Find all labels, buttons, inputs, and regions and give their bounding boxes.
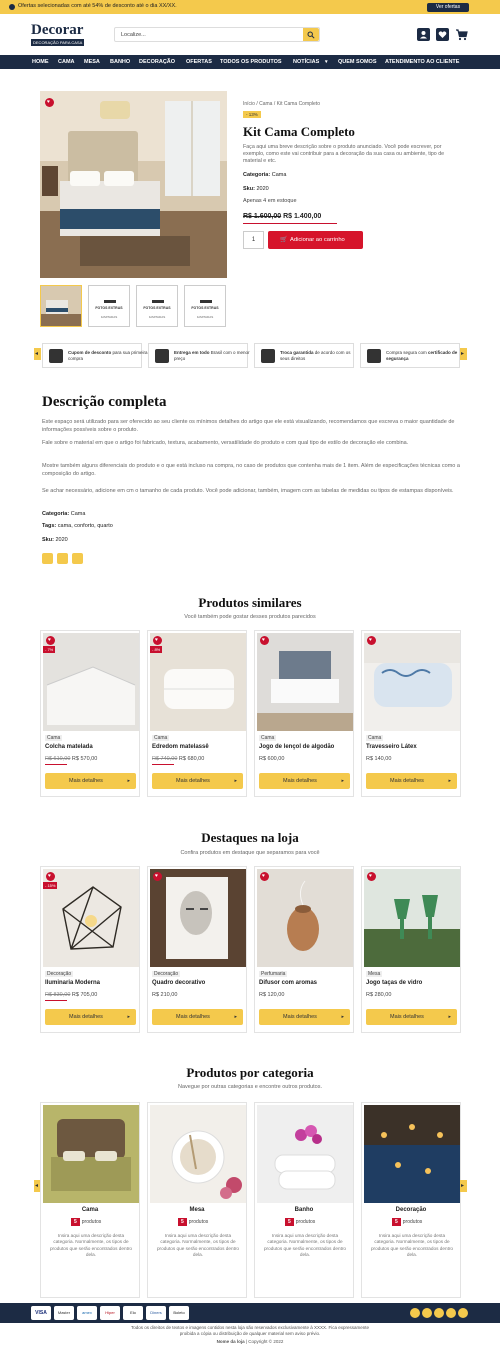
wishlist-heart-icon[interactable] (367, 872, 376, 881)
thumbnail-2[interactable]: FOTOS EXTRAS ILIMITADAS (88, 285, 130, 327)
details-button[interactable]: Mais detalhes ▸ (259, 1009, 350, 1025)
description-paragraph-3: Mostre também alguns diferenciais do produto e o que está incluso na compra, no caso de produtos que contenha mais de 1 item. Além de especificações técnicas como a composição do artigo. (42, 463, 460, 477)
product-price: R$ 120,00 (259, 992, 285, 998)
product-image[interactable] (150, 633, 246, 731)
product-price: R$ 210,00 (152, 992, 178, 998)
desc-tags-links[interactable]: cama, conforto, quarto (57, 523, 113, 529)
current-price: R$ 1.400,00 (283, 213, 322, 220)
product-card[interactable] (361, 866, 461, 1033)
main-nav (0, 55, 500, 69)
category-card[interactable] (147, 1102, 247, 1298)
product-price: R$ 140,00 (366, 756, 392, 762)
email-share-icon[interactable] (72, 553, 83, 564)
youtube-icon[interactable] (434, 1308, 444, 1318)
nav-quem-somos[interactable]: QUEM SOMOS (338, 59, 377, 65)
details-button[interactable]: Mais detalhes ▸ (259, 773, 350, 789)
wishlist-heart-icon[interactable] (260, 872, 269, 881)
thumbnail-4[interactable]: FOTOS EXTRAS ILIMITADAS (184, 285, 226, 327)
chevron-right-icon: ▸ (127, 1014, 130, 1020)
product-card[interactable] (40, 866, 140, 1033)
product-category: Decoração (47, 971, 72, 977)
details-button[interactable]: Mais detalhes ▸ (366, 773, 457, 789)
product-price: R$ 830,00 R$ 705,00 (45, 992, 98, 998)
product-price: R$ 280,00 (366, 992, 392, 998)
product-price: R$ 610,00 R$ 570,00 (45, 756, 98, 762)
stock-status: Apenas 4 em estoque (243, 198, 297, 204)
description-title: Descrição completa (42, 394, 167, 410)
pinterest-icon[interactable] (446, 1308, 456, 1318)
arrow-left-icon[interactable]: ◂ (34, 1180, 41, 1192)
product-card[interactable] (147, 630, 247, 797)
category-card[interactable] (361, 1102, 461, 1298)
hipercard-icon: Hiper (100, 1306, 120, 1320)
product-image[interactable] (364, 869, 460, 967)
sku-label: Sku: (243, 186, 255, 192)
price-block (243, 213, 321, 220)
product-image[interactable] (150, 869, 246, 967)
feature-secure: Compra segura com certificado de segurança (360, 343, 460, 368)
product-name[interactable]: Jogo taças de vidro (366, 980, 423, 986)
thumbnail-3[interactable]: FOTOS EXTRAS ILIMITADAS (136, 285, 178, 327)
whatsapp-share-icon[interactable] (42, 553, 53, 564)
wishlist-heart-icon[interactable] (260, 636, 269, 645)
thumbnail-1[interactable] (40, 285, 82, 327)
facebook-icon[interactable] (422, 1308, 432, 1318)
category-count: 5 produtos (392, 1218, 422, 1226)
product-image[interactable] (364, 633, 460, 731)
nav-decoracao[interactable]: DECORAÇÃO (139, 59, 176, 65)
elo-icon: Elo (123, 1306, 143, 1320)
details-button[interactable]: Mais detalhes ▸ (152, 1009, 243, 1025)
product-category: Cama (47, 735, 61, 741)
wishlist-heart-icon[interactable] (153, 636, 162, 645)
search-icon (307, 31, 315, 39)
chevron-right-icon: ▸ (127, 778, 130, 784)
copyright-notice: Todos os direitos de textos e imagens contidos nesta loja são reservados exclusivamente à XXXX. Fica expressamente proibida a cópia ou distribuição de qualquer material sem aviso prévio. Nome da loja | Copyright © 2022 (130, 1325, 370, 1344)
heart-icon[interactable] (436, 28, 449, 41)
logo[interactable] (31, 23, 84, 46)
details-button[interactable]: Mais detalhes ▸ (45, 1009, 136, 1025)
category-description: Insira aqui uma descrição desta categoria. Normalmente, os tipos de produtos que serão encontrados dentro dela. (263, 1233, 347, 1257)
category-label: Categoria: (243, 172, 271, 178)
chevron-right-icon: ▸ (234, 1014, 237, 1020)
info-icon (9, 4, 15, 10)
wishlist-heart-icon[interactable] (45, 98, 54, 107)
feature-delivery: Entrega em todo Brasil com o menor preço (148, 343, 248, 368)
product-name[interactable]: Quadro decorativo (152, 980, 206, 986)
categories-title: Produtos por categoria (186, 1065, 314, 1080)
product-price: R$ 740,00 R$ 680,00 (152, 756, 205, 762)
mastercard-icon: Master (54, 1306, 74, 1320)
arrow-right-icon[interactable]: ▸ (460, 348, 467, 360)
highlights-subtitle: Confira produtos em destaque que separamos para você (180, 850, 320, 856)
details-button[interactable]: Mais detalhes ▸ (366, 1009, 457, 1025)
description-paragraph-2: Fale sobre o material em que o artigo foi fabricado, textura, acabamento, versatilidade do produto e com qual tipo de estilo de decoração ele combina. (42, 440, 409, 446)
arrow-left-icon[interactable]: ◂ (34, 348, 41, 360)
product-image[interactable] (257, 633, 353, 731)
search-input[interactable]: Localize... (121, 32, 146, 38)
category-count: 5 produtos (285, 1218, 315, 1226)
product-category: Cama (261, 735, 275, 741)
wishlist-heart-icon[interactable] (153, 872, 162, 881)
store-name: Nome da loja (216, 1339, 245, 1344)
nav-todos-produtos[interactable]: TODOS OS PRODUTOS (220, 59, 282, 65)
feature-exchange: Troca garantida de acordo com os seus direitos (254, 343, 354, 368)
category-card[interactable] (254, 1102, 354, 1298)
discount-badge: - 7% (45, 647, 54, 652)
cart-small-icon: 🛒 (280, 237, 288, 243)
product-category: Mesa (368, 971, 381, 977)
product-card[interactable] (361, 630, 461, 797)
quantity-input[interactable]: 1 (243, 231, 264, 249)
coupon-icon (49, 349, 63, 363)
details-button[interactable]: Mais detalhes ▸ (152, 773, 243, 789)
search-bar (114, 27, 320, 42)
nav-mesa[interactable]: MESA (84, 59, 100, 65)
see-offers-button[interactable]: Ver ofertas (427, 3, 469, 12)
category-name[interactable]: Mesa (189, 1207, 205, 1213)
add-to-cart-button[interactable]: 🛒 Adicionar ao carrinho (268, 231, 363, 249)
category-description: Insira aqui uma descrição desta categoria. Normalmente, os tipos de produtos que serão encontrados dentro dela. (156, 1233, 240, 1257)
user-icon[interactable] (417, 28, 430, 41)
logo-subtitle: DECORAÇÃO PARA CASA (33, 40, 83, 45)
nav-cama[interactable]: CAMA (58, 59, 75, 65)
nav-ofertas[interactable]: OFERTAS (186, 59, 212, 65)
product-main-image[interactable] (40, 91, 227, 278)
exchange-icon (261, 349, 275, 363)
boleto-icon: Boleto (169, 1306, 189, 1320)
facebook-share-icon[interactable] (57, 553, 68, 564)
product-title: Kit Cama Completo (243, 124, 355, 139)
discount-badge: - 8% (152, 647, 161, 652)
lock-icon (367, 349, 381, 363)
amex-icon: amex (77, 1306, 97, 1320)
category-link[interactable]: Cama (271, 172, 287, 178)
product-card[interactable] (147, 866, 247, 1033)
visa-icon: VISA (31, 1306, 51, 1320)
product-name[interactable]: Difusor com aromas (259, 980, 318, 986)
category-image[interactable] (257, 1105, 353, 1203)
product-name[interactable]: Iluminaria Moderna (45, 980, 101, 986)
diners-icon: Diners (146, 1306, 166, 1320)
product-name[interactable]: Colcha matelada (45, 744, 93, 750)
categories-subtitle: Navegue por outras categorias e encontre outros produtos. (177, 1084, 322, 1090)
chevron-right-icon: ▸ (234, 778, 237, 784)
product-category: Cama (154, 735, 168, 741)
product-name[interactable]: Jogo de lençol de algodão (259, 744, 335, 750)
similar-title: Produtos similares (198, 595, 302, 610)
wishlist-heart-icon[interactable] (46, 872, 55, 881)
discount-badge: - 15% (45, 883, 56, 888)
cart-icon[interactable] (455, 28, 468, 41)
arrow-right-icon[interactable]: ▸ (460, 1180, 467, 1192)
product-category: Decoração (154, 971, 179, 977)
search-button[interactable] (303, 28, 319, 41)
description-paragraph-4: Se achar necessário, adicione em cm o tamanho de cada produto. Você pode adicionar, também, imagem com as tabelas de medidas ou tipos de estampas disponíveis. (42, 488, 454, 494)
category-image[interactable] (364, 1105, 460, 1203)
desc-category-link[interactable]: Cama (70, 511, 86, 517)
chevron-right-icon: ▸ (448, 778, 451, 784)
chevron-right-icon: ▸ (448, 1014, 451, 1020)
wishlist-heart-icon[interactable] (46, 636, 55, 645)
product-short-description: Faça aqui uma breve descrição sobre o produto anunciado. Você pode escrever, por exemplo, como este vai contribuir para a decoração da sua casa ou ambiente, tipo de material e etc. (243, 144, 445, 164)
category-description: Insira aqui uma descrição desta categoria. Normalmente, os tipos de produtos que serão encontrados dentro dela. (49, 1233, 133, 1257)
feature-coupon: Cupom de desconto para sua primeira compra (42, 343, 142, 368)
nav-atendimento[interactable]: ATENDIMENTO AO CLIENTE (385, 59, 460, 65)
category-name[interactable]: Cama (81, 1207, 99, 1213)
bus-icon (155, 349, 169, 363)
category-card[interactable] (40, 1102, 140, 1298)
nav-noticias[interactable]: NOTÍCIAS (293, 59, 320, 65)
category-image[interactable] (43, 1105, 139, 1203)
category-count: 5 produtos (178, 1218, 208, 1226)
promo-message: Ofertas selecionadas com até 54% de desconto até o dia XX/XX. (18, 3, 177, 9)
similar-subtitle: Você também pode gostar desses produtos parecidos (184, 614, 316, 620)
product-image[interactable] (43, 633, 139, 731)
logo-title: Decorar (31, 22, 84, 38)
nav-home[interactable]: HOME (32, 59, 49, 65)
highlights-title: Destaques na loja (201, 830, 299, 845)
chevron-right-icon: ▸ (341, 1014, 344, 1020)
product-category: Perfumaria (261, 971, 286, 977)
product-image[interactable] (257, 869, 353, 967)
product-price: R$ 600,00 (259, 756, 285, 762)
category-count: 5 produtos (71, 1218, 101, 1226)
chevron-right-icon: ▸ (341, 778, 344, 784)
bedroom-image (40, 91, 227, 278)
product-card[interactable] (254, 866, 354, 1033)
promo-bar (0, 0, 500, 14)
price-underline (243, 223, 337, 224)
breadcrumb[interactable]: Início / Cama / Kit Cama Completo (243, 101, 320, 107)
category-image[interactable] (150, 1105, 246, 1203)
product-card[interactable] (254, 630, 354, 797)
product-card[interactable] (40, 630, 140, 797)
details-button[interactable]: Mais detalhes ▸ (45, 773, 136, 789)
instagram-icon[interactable] (410, 1308, 420, 1318)
sku-value: 2020 (256, 186, 269, 192)
chevron-down-icon: ▾ (325, 59, 328, 65)
nav-banho[interactable]: BANHO (110, 59, 131, 65)
whatsapp-icon[interactable] (458, 1308, 468, 1318)
wishlist-heart-icon[interactable] (367, 636, 376, 645)
old-price: R$ 1.600,00 (243, 213, 282, 220)
product-category: Cama (368, 735, 382, 741)
product-name[interactable]: Edredom matelassê (152, 744, 209, 750)
category-name[interactable]: Banho (294, 1207, 314, 1213)
discount-badge: - 13% (243, 111, 261, 118)
category-description: Insira aqui uma descrição desta categoria. Normalmente, os tipos de produtos que serão encontrados dentro dela. (370, 1233, 454, 1257)
category-name[interactable]: Decoração (395, 1207, 427, 1213)
description-paragraph-1: Este espaço será utilizado para ser oferecido ao seu cliente os mínimos detalhes do artigo que ele está visualizando, recomendamos que escreva o maior quantidade de informações possíveis sobre o produto. (42, 419, 455, 433)
product-name[interactable]: Travesseiro Látex (366, 744, 417, 750)
